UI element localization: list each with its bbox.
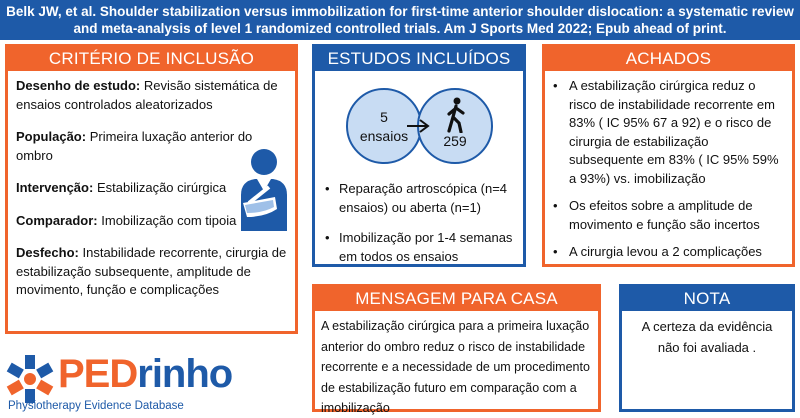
criteria-study-design — [16, 77, 287, 114]
take-home-message-panel — [312, 284, 601, 415]
criteria-label: Desfecho: — [16, 245, 79, 260]
criteria-value: Estabilização cirúrgica — [96, 180, 227, 195]
criteria-value: Instabilidade recorrente, cirurgia de estabilização subsequente, amplitude de movimento, função e complicações — [16, 245, 287, 297]
findings-panel — [542, 44, 795, 267]
criteria-label: Intervenção: — [16, 180, 94, 195]
logo-wordmark — [58, 352, 232, 396]
criteria-value: Revisão sistemática de ensaios controlados aleatorizados — [16, 78, 278, 112]
message-text: A estabilização cirúrgica para a primeira luxação anterior do ombro reduz o risco de instabilidade recorrente e a necessidade de um procedimento de estabilização futuro em comparação com a imobilização — [321, 319, 590, 415]
arrow-right-icon — [407, 118, 431, 134]
logo-part2: rinho — [137, 352, 233, 396]
criteria-intervention — [16, 179, 287, 198]
list-item: • Os efeitos sobre a amplitude de movimento e função são incertos — [553, 197, 784, 234]
criteria-value: Primeira luxação anterior do ombro — [16, 129, 253, 163]
list-item: • A cirurgia levou a 2 complicações — [553, 243, 784, 262]
criteria-label: Comparador: — [16, 212, 98, 228]
studies-title: ESTUDOS INCLUÍDOS — [315, 47, 523, 71]
list-item: • Reparação artroscópica (n=4 ensaios) ou aberta (n=1) — [325, 180, 513, 217]
note-title: NOTA — [622, 287, 792, 311]
inclusion-title: CRITÉRIO DE INCLUSÃO — [8, 47, 295, 71]
pedro-logo-icon — [4, 353, 56, 405]
criteria-comparator — [16, 212, 287, 231]
criteria-value: Imobilização com tipoia — [101, 212, 237, 228]
included-studies-panel — [312, 44, 526, 267]
participants-count: 259 — [443, 133, 467, 149]
message-title: MENSAGEM PARA CASA — [315, 287, 598, 311]
trials-count: 5 — [380, 109, 388, 125]
studies-graphic — [315, 71, 523, 176]
note-text: A certeza da evidência não foi avaliada . — [641, 319, 773, 355]
findings-bullet-list — [545, 71, 792, 262]
logo-part1: PED — [58, 352, 138, 396]
criteria-population — [16, 128, 287, 165]
inclusion-criteria-panel — [5, 44, 298, 334]
citation-header — [0, 0, 800, 40]
studies-bullet-list — [315, 176, 523, 266]
list-item: • A estabilização cirúrgica reduz o risco de instabilidade recorrente em 83% ( IC 95% 67 a 92) e o risco de cirurgia de estabilização subsequente em 83% ( IC 95% 59% a 93%) vs. imobilização — [553, 77, 784, 188]
walking-person-icon — [441, 97, 471, 133]
note-panel — [619, 284, 795, 412]
citation-text: Belk JW, et al. Shoulder stabilization versus immobilization for first-time anterior shoulder dislocation: a systematic review and meta-analysis of level 1 randomized controlled trials. Am J Sports Med 2022; Epub ahead of print. — [6, 4, 794, 36]
trials-label: ensaios — [359, 128, 409, 144]
list-item: • Imobilização por 1-4 semanas em todos os ensaios — [325, 229, 513, 266]
criteria-label: Desenho de estudo: — [16, 78, 141, 93]
logo-subtitle: Physiotherapy Evidence Database — [8, 400, 184, 412]
findings-title: ACHADOS — [545, 47, 792, 71]
criteria-outcome — [16, 244, 287, 300]
pedro-logo[interactable] — [4, 350, 304, 416]
criteria-list — [8, 71, 295, 300]
criteria-label: População: — [16, 129, 87, 144]
